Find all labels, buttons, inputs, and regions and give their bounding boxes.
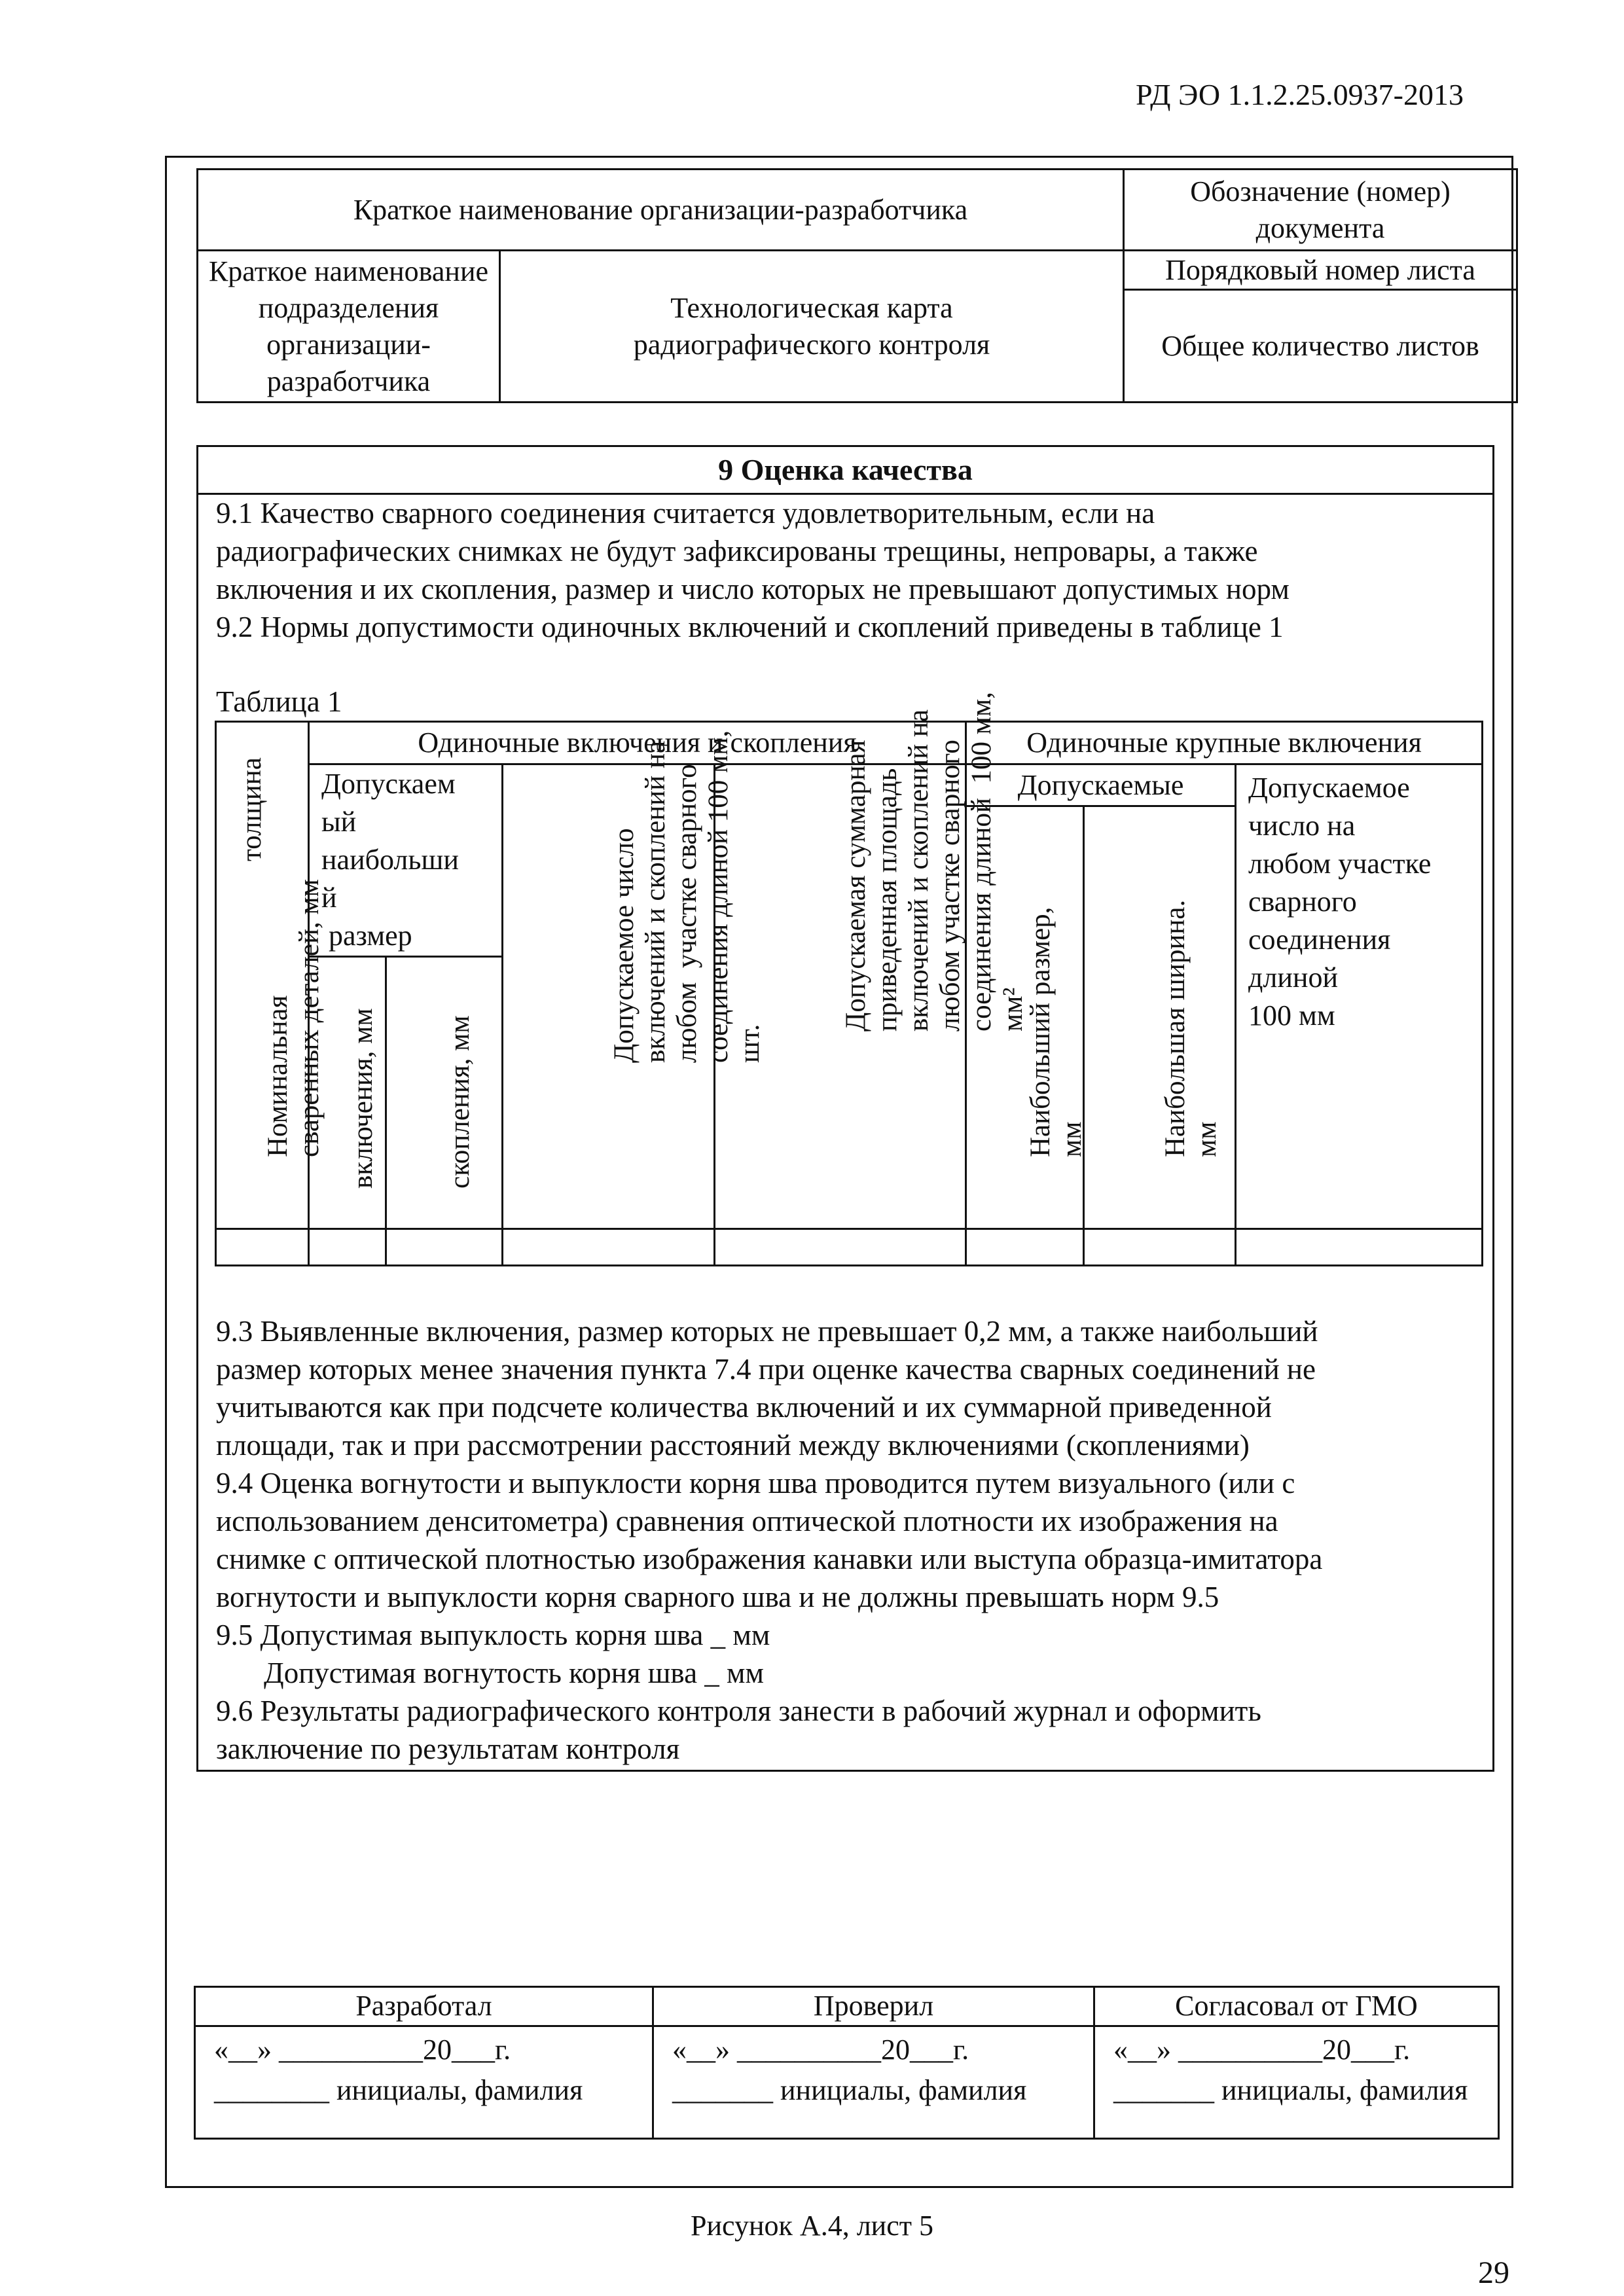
allowed-header: Допускаемые	[966, 764, 1236, 806]
inclusions-col: включения, мм	[309, 957, 386, 1229]
developed-by-header: Разработал	[195, 1987, 653, 2026]
allowed-count-header: Допускаемое число включений и скоплений на любом участке сварного соединения длиной 100 мм, шт.	[503, 764, 715, 1229]
paragraph-line: заключение по результатам контроля	[216, 1732, 680, 1765]
paragraph-line: использованием денситометра) сравнения оптической плотности их изображения на	[216, 1505, 1278, 1537]
max-width-col: Наибольшая ширина. мм	[1084, 806, 1236, 1229]
paragraph-line: 9.6 Результаты радиографического контроля занести в рабочий журнал и оформить	[216, 1695, 1261, 1727]
table-cell	[386, 1229, 503, 1266]
org-short-name: Краткое наименование организации-разработчика	[198, 170, 1124, 251]
page-number: 29	[1478, 2255, 1509, 2290]
paragraph-line: вогнутости и выпуклости корня сварного шва и не должны превышать норм 9.5	[216, 1581, 1219, 1613]
title-block	[196, 168, 1518, 403]
table-cell	[503, 1229, 715, 1266]
paragraph-line: площади, так и при рассмотрении расстояний между включениями (скоплениями)	[216, 1429, 1250, 1462]
doc-designation: Обозначение (номер) документа	[1124, 170, 1517, 251]
paragraph-line: 9.4 Оценка вогнутости и выпуклости корня шва проводится путем визуального (или с	[216, 1467, 1295, 1499]
large-inclusions-header: Одиночные крупные включения	[966, 722, 1483, 764]
paragraph-line: 9.3 Выявленные включения, размер которых не превышает 0,2 мм, а также наибольший	[216, 1315, 1318, 1348]
date-line: «__» __________20___г.	[672, 2034, 969, 2066]
table-row	[216, 1229, 1483, 1266]
table-cell	[715, 1229, 966, 1266]
paragraph-line: радиографических снимках не будут зафиксированы трещины, непровары, а также	[216, 535, 1258, 567]
table-cell	[1236, 1229, 1483, 1266]
name-line: _______ инициалы, фамилия	[1113, 2074, 1468, 2106]
approved-by-header: Согласовал от ГМО	[1094, 1987, 1499, 2026]
paragraph-line: размер которых менее значения пункта 7.4 при оценке качества сварных соединений не	[216, 1353, 1316, 1386]
checked-by-header: Проверил	[653, 1987, 1094, 2026]
paragraph-line: учитываются как при подсчете количества включений и их суммарной приведенной	[216, 1391, 1272, 1424]
thickness-header: Номинальная сваренных деталей, мм толщина	[216, 722, 309, 1229]
table-cell	[216, 1229, 309, 1266]
paragraph-line: 9.1 Качество сварного соединения считается удовлетворительным, если на	[216, 497, 1155, 529]
paragraph-line: 9.2 Нормы допустимости одиночных включений и скоплений приведены в таблице 1	[216, 611, 1284, 643]
max-size-col: Наибольший размер, мм	[966, 806, 1084, 1229]
allowed-area-header: Допускаемая суммарная приведенная площадь включений и скоплений на любом участке сварного соединения длиной 100 мм, мм²	[715, 764, 966, 1229]
doc-title: Технологическая карта радиографического контроля	[500, 251, 1124, 403]
clusters-col: скопления, мм	[386, 957, 503, 1229]
allowed-number-header: Допускаемое число на любом участке сварного соединения длиной 100 мм	[1236, 764, 1483, 1229]
sheet-total: Общее количество листов	[1124, 290, 1517, 403]
document-code: РД ЭО 1.1.2.25.0937-2013	[1136, 78, 1464, 111]
section-title: 9 Оценка качества	[198, 447, 1492, 495]
paragraph-line: снимке с оптической плотностью изображения канавки или выступа образца-имитатора	[216, 1543, 1323, 1575]
max-size-header: Допускаем ый наибольши й размер	[309, 764, 503, 957]
date-line: «__» __________20___г.	[1113, 2034, 1411, 2066]
developed-by-cell	[195, 2026, 653, 2139]
paragraph-line: Допустимая вогнутость корня шва _ мм	[264, 1657, 765, 1689]
figure-caption: Рисунок А.4, лист 5	[691, 2210, 933, 2242]
paragraph-line: включения и их скопления, размер и число которых не превышают допустимых норм	[216, 573, 1290, 605]
name-line: ________ инициалы, фамилия	[214, 2074, 583, 2106]
table-caption: Таблица 1	[216, 685, 342, 718]
paragraph-line: 9.5 Допустимая выпуклость корня шва _ мм	[216, 1619, 770, 1651]
single-inclusions-header: Одиночные включения и скопления	[309, 722, 966, 764]
approved-by-cell	[1094, 2026, 1499, 2139]
sheet-number: Порядковый номер листа	[1124, 251, 1517, 290]
signature-block	[194, 1986, 1500, 2140]
table-cell	[966, 1229, 1084, 1266]
table-cell	[1084, 1229, 1236, 1266]
quality-section	[196, 445, 1494, 1772]
division-short-name: Краткое наименование подразделения организации-разработчика	[198, 251, 500, 403]
thickness-header-top: толщина	[236, 757, 267, 861]
checked-by-cell	[653, 2026, 1094, 2139]
name-line: _______ инициалы, фамилия	[672, 2074, 1027, 2106]
table-cell	[309, 1229, 386, 1266]
date-line: «__» __________20___г.	[214, 2034, 511, 2066]
